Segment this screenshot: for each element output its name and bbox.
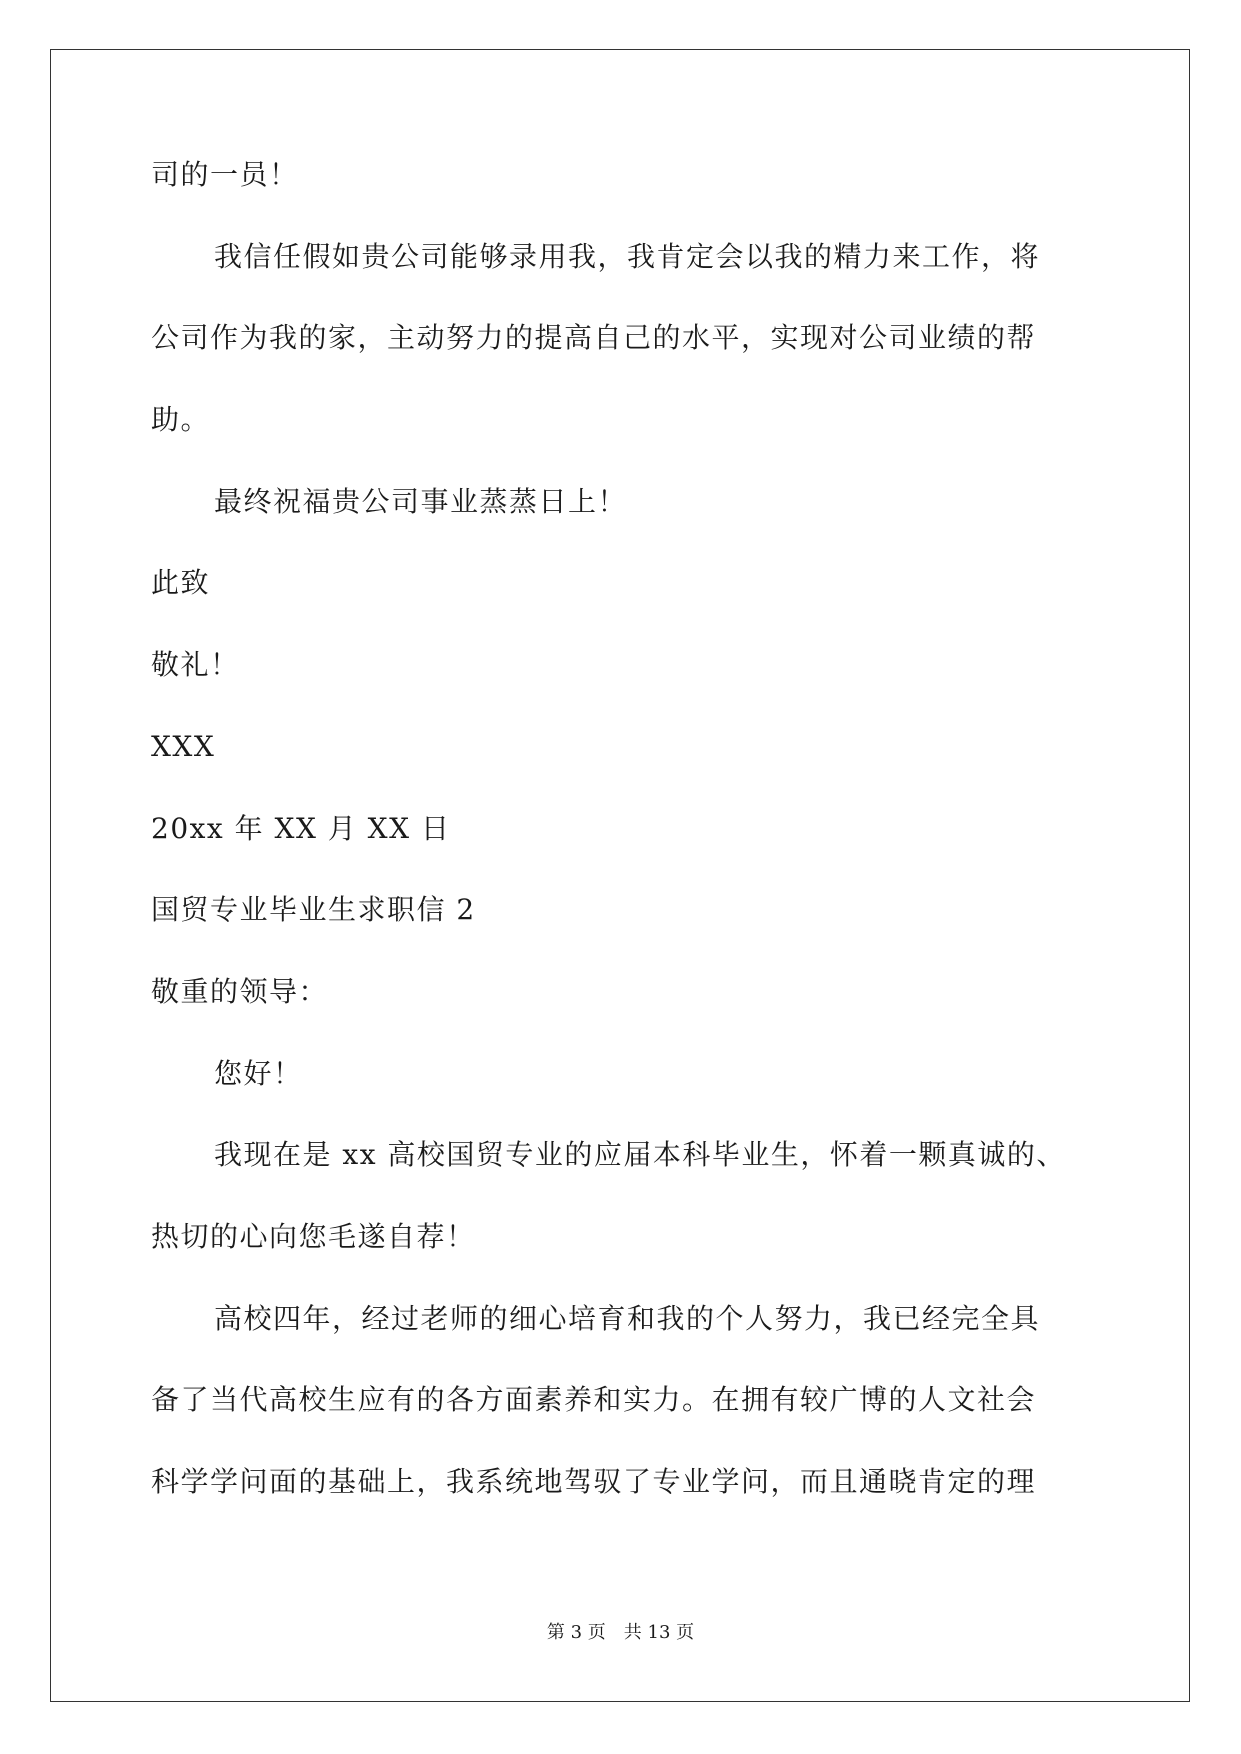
text-line: 司的一员！ <box>151 158 299 191</box>
page-total: 共 13 页 <box>623 1622 695 1643</box>
text-line: 我现在是 xx 高校国贸专业的应届本科毕业生，怀着一颗真诚的、 <box>214 1138 1066 1172</box>
text-line: 您好！ <box>214 1056 303 1090</box>
text-line: 公司作为我的家，主动努力的提高自己的水平，实现对公司业绩的帮 <box>151 321 1037 355</box>
text-line: 敬礼！ <box>151 648 240 682</box>
page-footer <box>0 1622 1241 1644</box>
text-line: 我信任假如贵公司能够录用我，我肯定会以我的精力来工作，将 <box>214 239 1041 273</box>
text-line: 备了当代高校生应有的各方面素养和实力。在拥有较广博的人文社会 <box>151 1383 1037 1417</box>
text-line: 此致 <box>151 566 211 600</box>
text-line: 高校四年，经过老师的细心培育和我的个人努力，我已经完全具 <box>214 1301 1041 1335</box>
page-number: 第 3 页 <box>546 1622 606 1643</box>
document-body <box>151 158 1111 1547</box>
text-line: 助。 <box>151 403 211 437</box>
text-line: 20xx 年 XX 月 XX 日 <box>151 811 451 845</box>
text-line: 热切的心向您毛遂自荐！ <box>151 1219 476 1253</box>
text-line: 最终祝福贵公司事业蒸蒸日上！ <box>214 484 628 518</box>
text-line: 敬重的领导： <box>151 974 329 1008</box>
text-line: 国贸专业毕业生求职信 2 <box>151 893 476 927</box>
text-line: XXX <box>151 729 216 763</box>
text-line: 科学学问面的基础上，我系统地驾驭了专业学问，而且通晓肯定的理 <box>151 1465 1037 1498</box>
